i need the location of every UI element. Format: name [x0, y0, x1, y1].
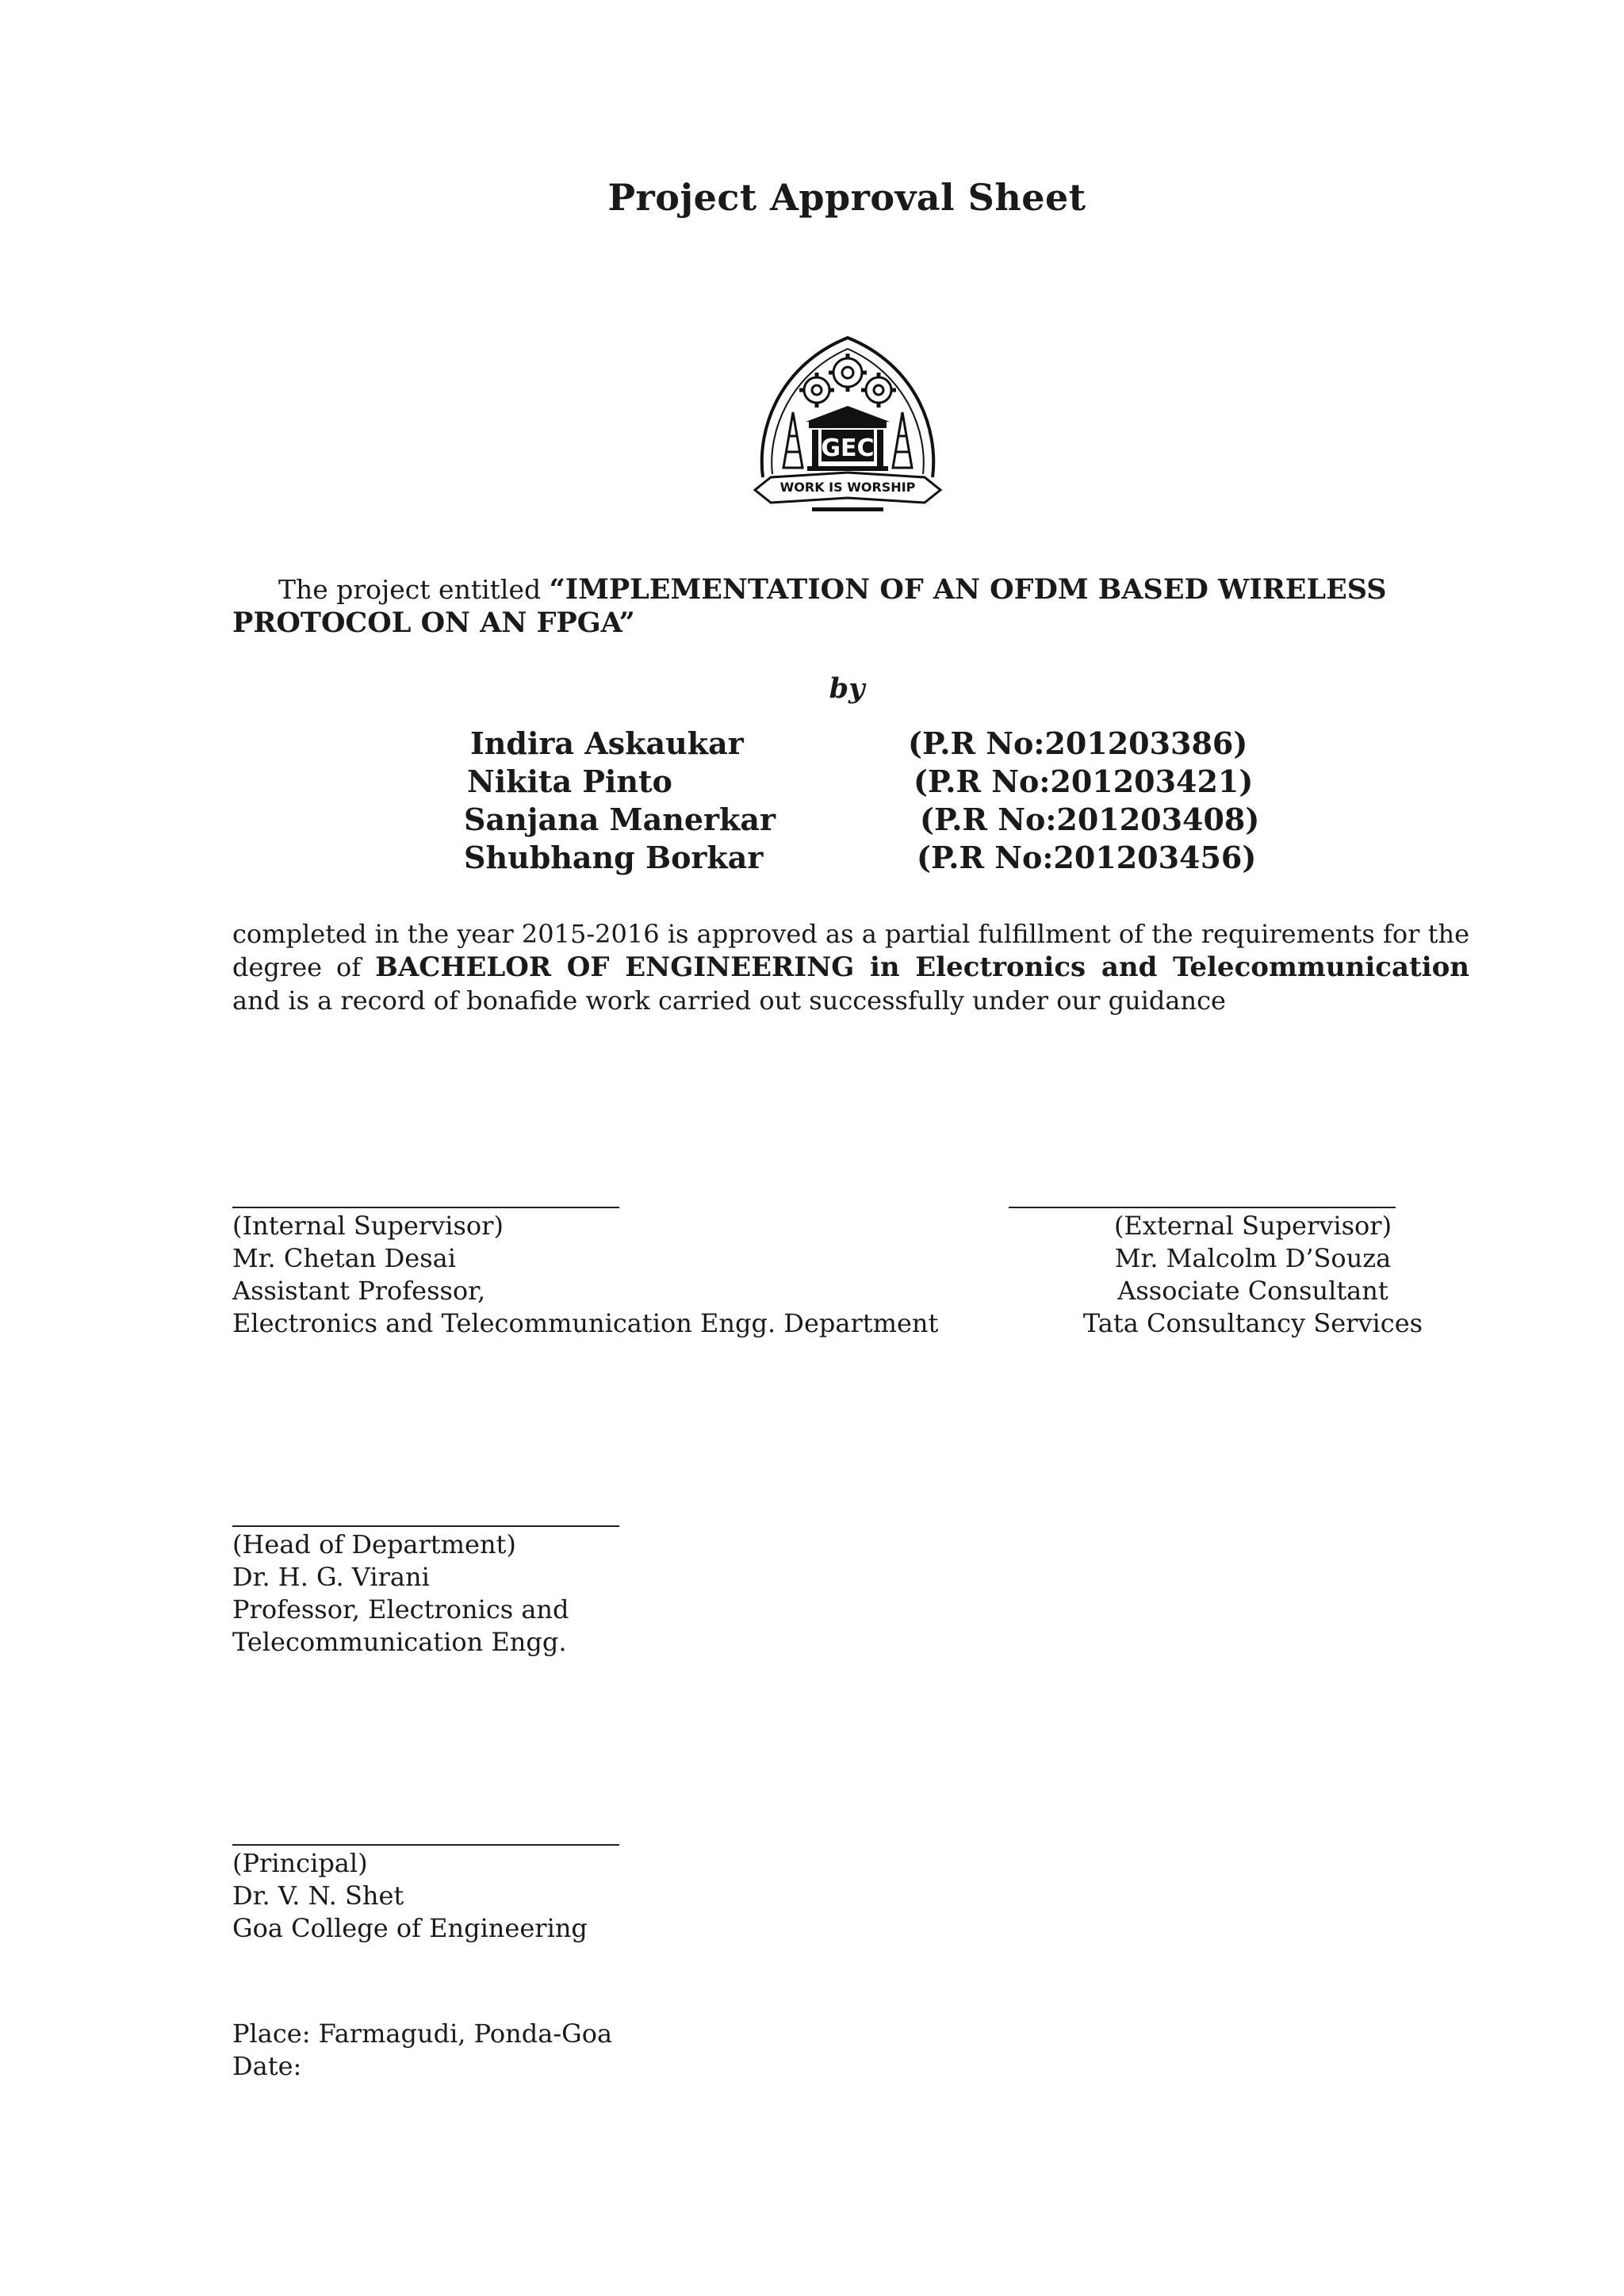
college-logo	[749, 333, 947, 517]
date-label: Date:	[232, 2051, 302, 2081]
hod-designation-line2: Telecommunication Engg.	[232, 1627, 567, 1657]
author-name: Sanjana Manerkar	[464, 802, 776, 837]
project-intro	[232, 573, 1469, 640]
hod-designation-line1: Professor, Electronics and	[232, 1594, 569, 1624]
external-supervisor-block	[1063, 1210, 1443, 1340]
external-role: (External Supervisor)	[1113, 1211, 1392, 1241]
author-name: Nikita Pinto	[467, 763, 672, 799]
svg-text:GEC: GEC	[821, 434, 875, 462]
author-name: Shubhang Borkar	[464, 840, 764, 875]
external-name: Mr. Malcolm D’Souza	[1114, 1243, 1392, 1273]
gec-emblem-icon	[749, 333, 947, 517]
page-title: Project Approval Sheet	[607, 176, 1086, 219]
statement-part2: and is a record of bonafide work carried out successfully under our guidance	[232, 985, 1226, 1016]
hod-block	[232, 1529, 569, 1659]
project-title: “IMPLEMENTATION OF AN OFDM BASED WIRELESS PROTOCOL ON AN FPGA”	[232, 573, 1387, 639]
statement-part1: completed in the year 2015-2016 is approved as a partial fulfillment of the requirements for the degree of	[232, 919, 1469, 982]
principal-role: (Principal)	[232, 1848, 368, 1878]
internal-name: Mr. Chetan Desai	[232, 1243, 456, 1273]
internal-signature-line	[232, 1207, 619, 1208]
author-pr-number: (P.R No:201203456)	[917, 840, 1257, 875]
author-name: Indira Askaukar	[470, 725, 744, 761]
internal-role: (Internal Supervisor)	[232, 1211, 504, 1241]
hod-name: Dr. H. G. Virani	[232, 1562, 430, 1592]
hod-signature-line	[232, 1525, 619, 1527]
internal-supervisor-block	[232, 1210, 938, 1340]
author-pr-number: (P.R No:201203421)	[914, 763, 1254, 799]
by-label: by	[829, 672, 865, 705]
principal-name: Dr. V. N. Shet	[232, 1881, 404, 1911]
external-designation: Associate Consultant	[1117, 1276, 1388, 1306]
external-organization: Tata Consultancy Services	[1082, 1308, 1423, 1338]
place-text: Place: Farmagudi, Ponda-Goa	[232, 2019, 613, 2049]
intro-prefix: The project entitled	[278, 574, 550, 605]
principal-signature-line	[232, 1844, 619, 1846]
degree-name: BACHELOR OF ENGINEERING in Electronics and Telecommunication	[375, 951, 1470, 983]
author-pr-number: (P.R No:201203386)	[908, 725, 1248, 761]
author-pr-number: (P.R No:201203408)	[920, 802, 1260, 837]
place-date-block	[232, 2018, 612, 2083]
internal-designation: Assistant Professor,	[232, 1276, 486, 1306]
svg-text:WORK IS WORSHIP: WORK IS WORSHIP	[779, 480, 916, 495]
hod-role: (Head of Department)	[232, 1529, 516, 1559]
external-signature-line	[1009, 1207, 1396, 1208]
principal-institution: Goa College of Engineering	[232, 1913, 588, 1943]
internal-department: Electronics and Telecommunication Engg. Department	[232, 1308, 939, 1338]
approval-statement	[232, 917, 1469, 1017]
principal-block	[232, 1847, 588, 1945]
